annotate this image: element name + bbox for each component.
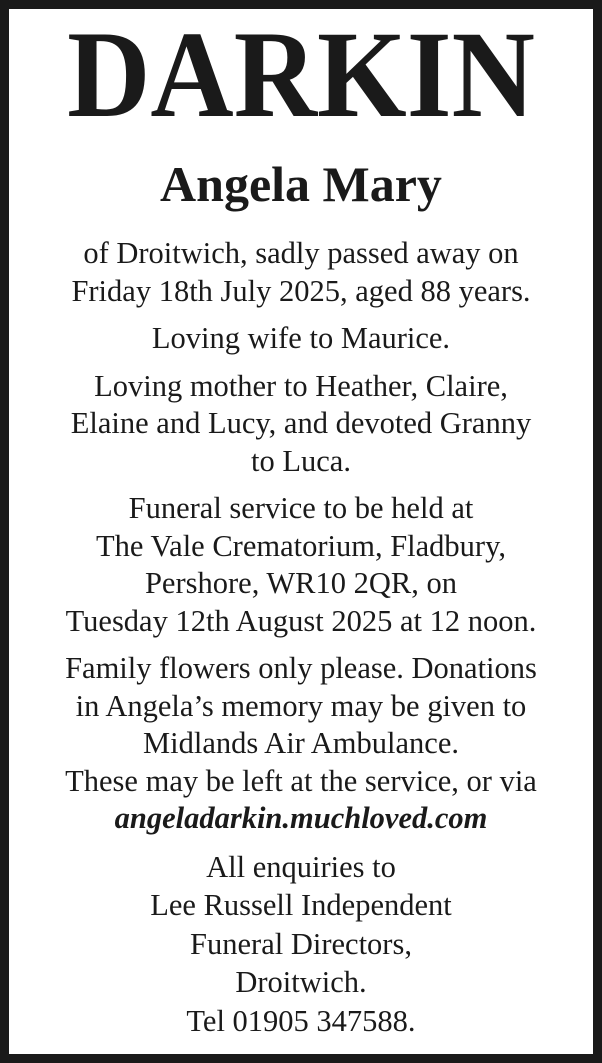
text-line: Friday 18th July 2025, aged 88 years. [71,273,531,308]
text-line: The Vale Crematorium, Fladbury, [96,528,506,563]
wife-paragraph [9,320,593,358]
funeral-paragraph [9,490,593,640]
text-line: Loving wife to Maurice. [151,321,451,355]
text-line: of Droitwich, sadly passed away on [83,236,519,270]
text-line: in Angela’s memory may be given to [75,688,527,723]
text-line: to Luca. [251,443,351,478]
text-line: Tuesday 12th August 2025 at 12 noon. [65,603,537,638]
given-names-heading: Angela Mary [160,156,442,212]
telephone-number: Tel 01905 347588. [186,1003,416,1038]
text-line: Lee Russell Independent [150,888,452,922]
enquiries-paragraph [9,848,593,1041]
text-line: Funeral service to be held at [128,491,474,525]
mother-paragraph [9,368,593,481]
text-line: Pershore, WR10 2QR, on [144,566,458,600]
text-line: These may be left at the service, or via [65,763,537,798]
text-line: Loving mother to Heather, Claire, [94,368,508,403]
flowers-paragraph [9,650,593,838]
notice-body [9,235,593,1040]
text-line: Midlands Air Ambulance. [143,726,459,760]
text-line: Funeral Directors, [190,926,412,961]
intro-paragraph [9,235,593,310]
surname-heading: DARKIN [67,6,535,143]
text-line: Droitwich. [235,965,367,999]
text-line: All enquiries to [206,849,396,884]
text-line: Family flowers only please. Donations [65,651,537,685]
text-line: Elaine and Lucy, and devoted Granny [70,406,532,440]
website-link[interactable]: angeladarkin.muchloved.com [114,801,488,835]
